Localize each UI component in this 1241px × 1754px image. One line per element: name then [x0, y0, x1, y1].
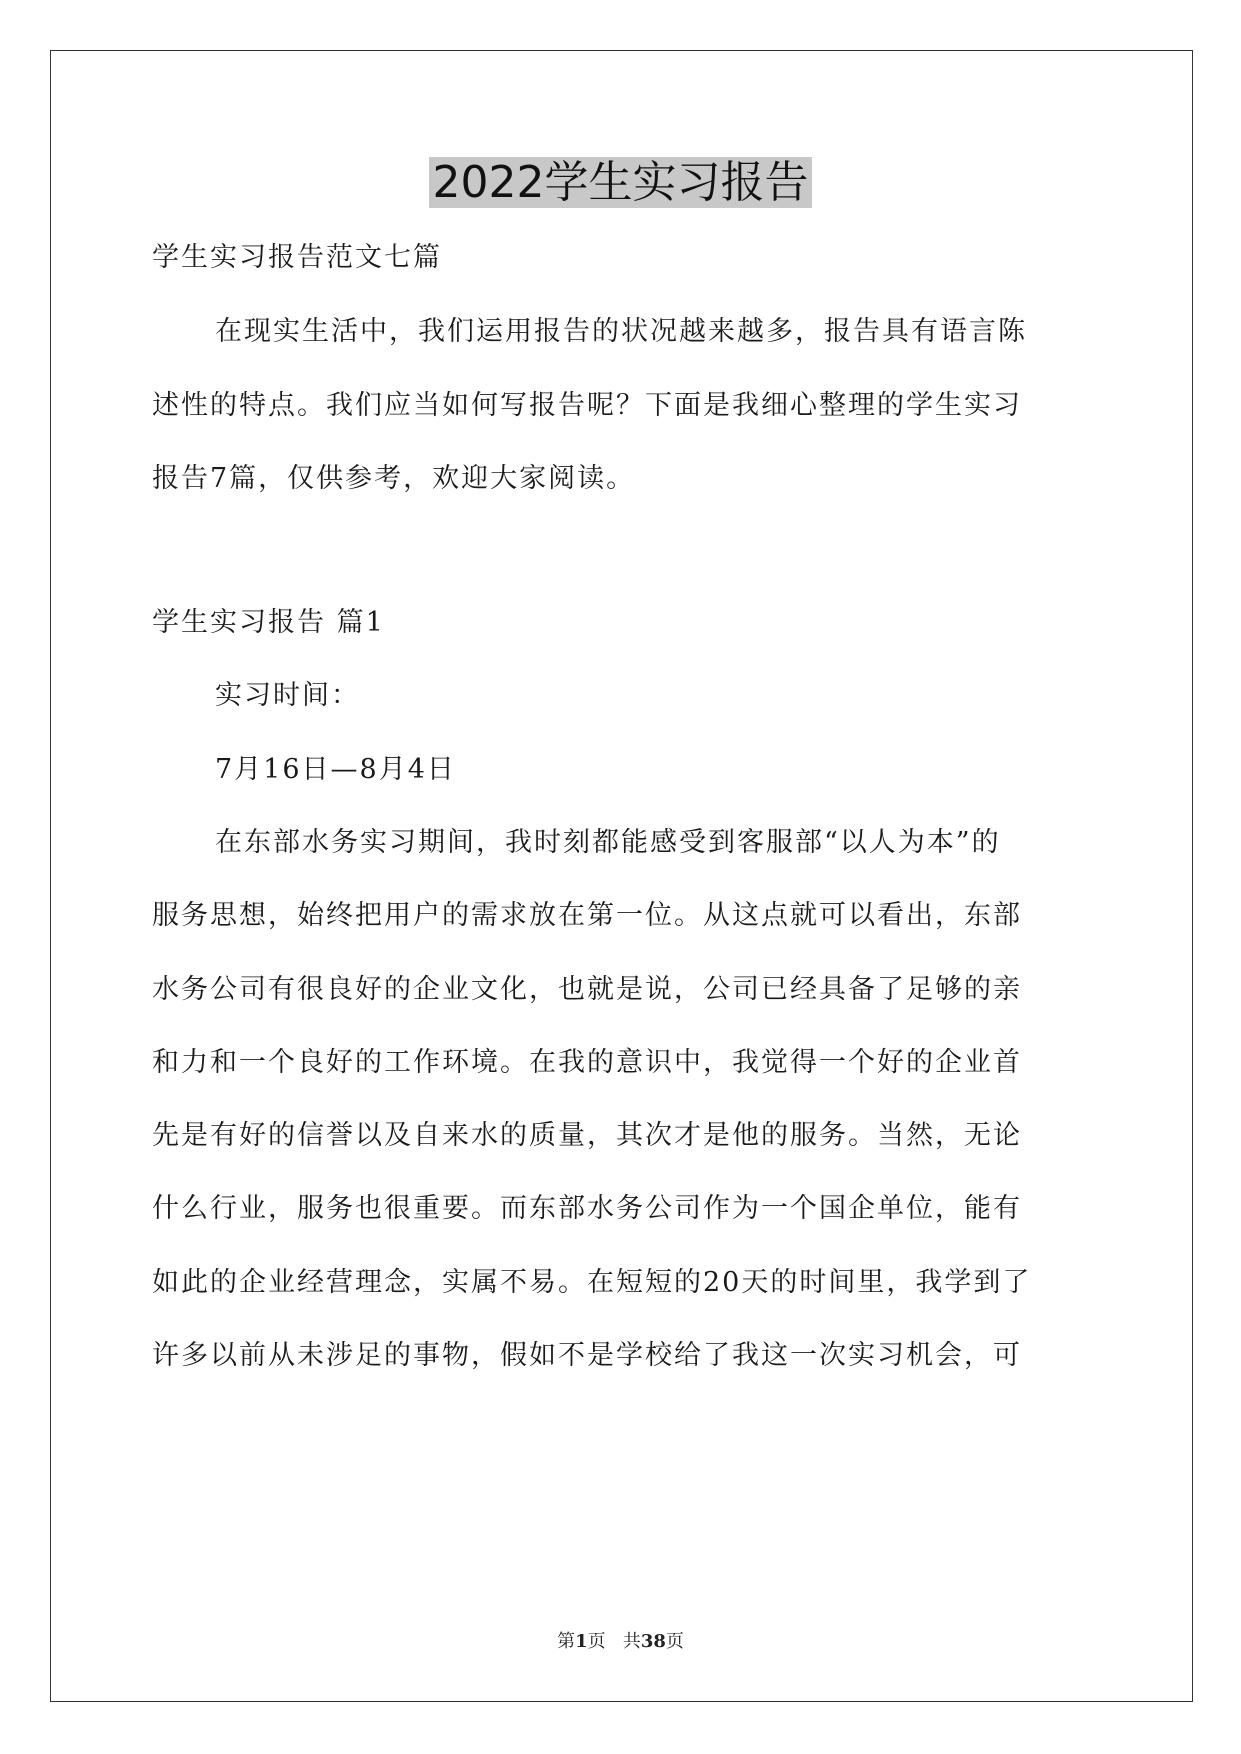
body-line-3: 水务公司有很良好的企业文化，也就是说，公司已经具备了足够的亲 [152, 974, 1022, 1005]
intro-line-2: 述性的特点。我们应当如何写报告呢？下面是我细心整理的学生实习 [152, 390, 1022, 421]
page-number: 1 [575, 1631, 588, 1652]
intro-line-1: 在现实生活中，我们运用报告的状况越来越多，报告具有语言陈 [215, 316, 1027, 347]
document-subtitle: 学生实习报告范文七篇 [152, 242, 442, 273]
body-line-2: 服务思想，始终把用户的需求放在第一位。从这点就可以看出，东部 [152, 900, 1022, 931]
internship-time-label: 实习时间： [215, 680, 360, 711]
internship-dates: 7月16日—8月4日 [215, 754, 456, 785]
body-line-6: 什么行业，服务也很重要。而东部水务公司作为一个国企单位，能有 [152, 1193, 1022, 1224]
page-prefix: 第 [557, 1631, 576, 1652]
document-title [0, 155, 1241, 211]
body-line-1: 在东部水务实习期间，我时刻都能感受到客服部“以人为本”的 [215, 827, 1001, 858]
page-footer [0, 1630, 1241, 1654]
document-title-text: 2022学生实习报告 [429, 157, 813, 208]
page-frame [50, 50, 1193, 1702]
body-line-8: 许多以前从未涉足的事物，假如不是学校给了我这一次实习机会，可 [152, 1340, 1022, 1371]
body-line-7: 如此的企业经营理念，实属不易。在短短的20天的时间里，我学到了 [152, 1267, 1032, 1298]
total-suffix: 页 [665, 1631, 684, 1652]
page-suffix: 页 [587, 1631, 606, 1652]
total-prefix: 共 [622, 1631, 641, 1652]
section-heading: 学生实习报告 篇1 [152, 607, 385, 638]
intro-line-3: 报告7篇，仅供参考，欢迎大家阅读。 [152, 463, 636, 494]
body-line-4: 和力和一个良好的工作环境。在我的意识中，我觉得一个好的企业首 [152, 1047, 1022, 1078]
total-pages: 38 [640, 1631, 666, 1652]
body-line-5: 先是有好的信誉以及自来水的质量，其次才是他的服务。当然，无论 [152, 1120, 1022, 1151]
